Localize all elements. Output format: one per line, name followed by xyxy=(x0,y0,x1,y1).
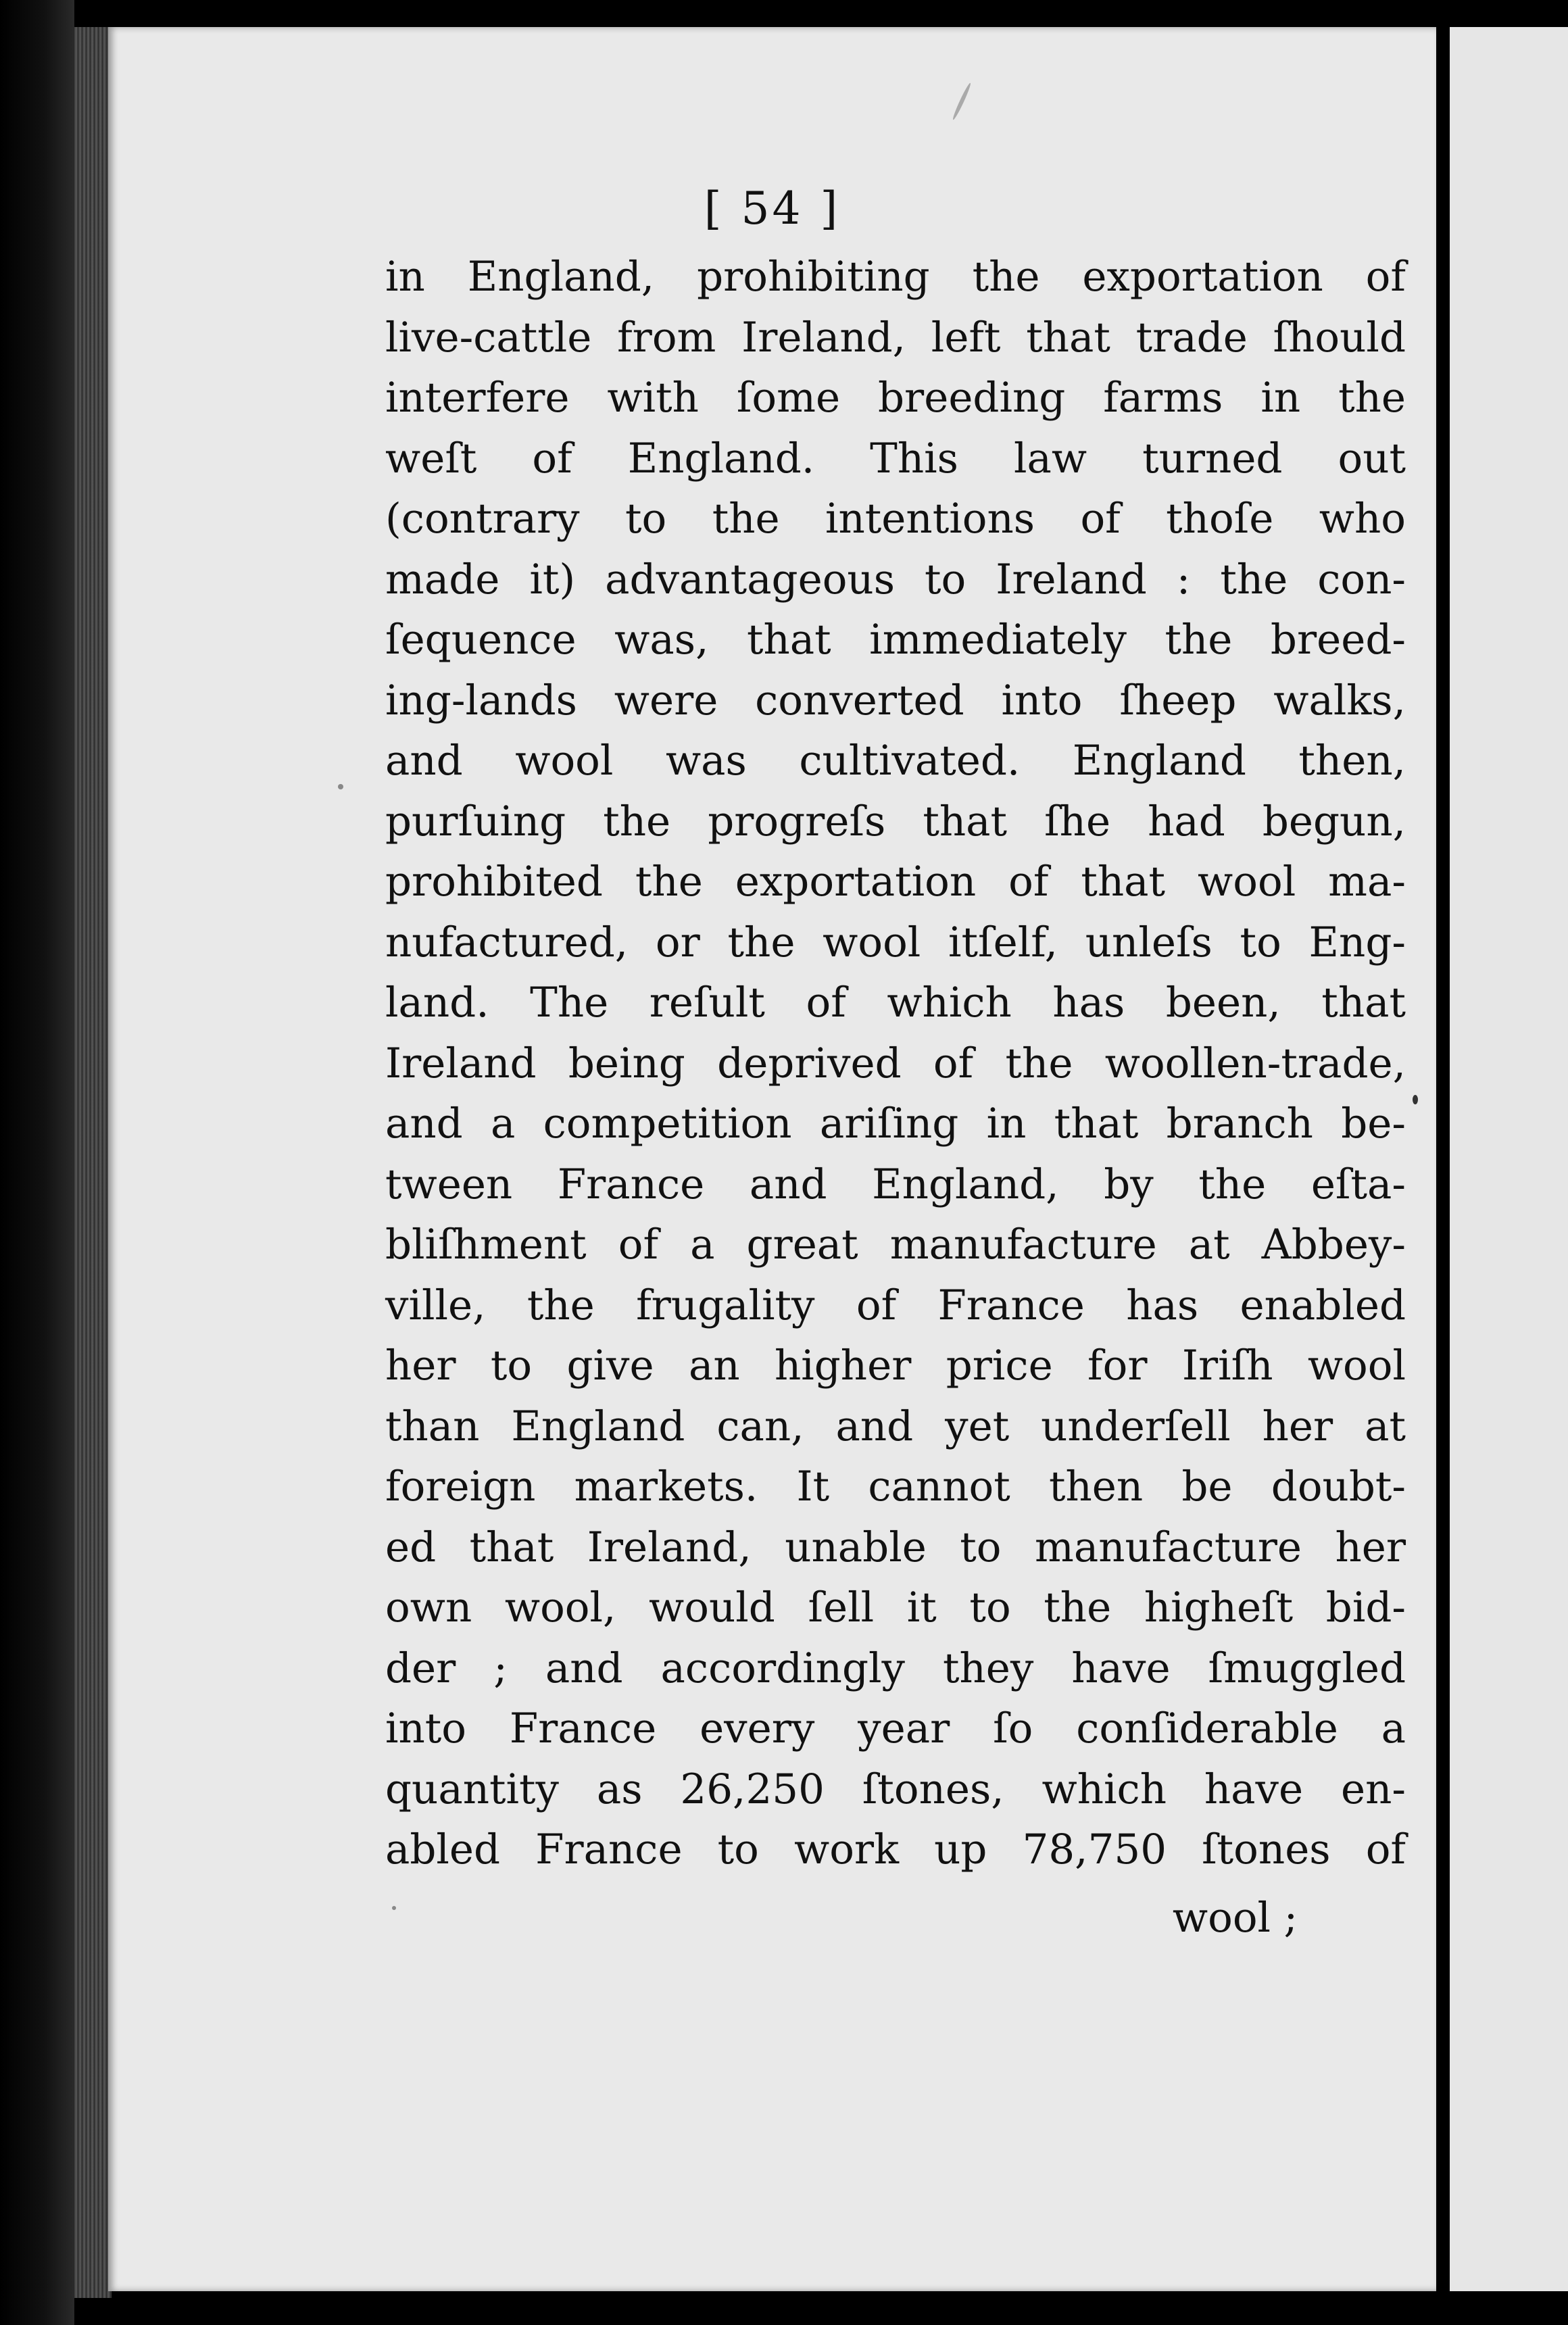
text-line: der ; and accordingly they have ſmuggled xyxy=(385,1644,1406,1692)
text-line: bliſhment of a great manufacture at Abbey- xyxy=(385,1221,1406,1269)
text-line: foreign markets. It cannot then be doubt- xyxy=(385,1463,1406,1511)
text-line: ed that Ireland, unable to manufacture her xyxy=(385,1523,1406,1571)
text-line: made it) advantageous to Ireland : the con- xyxy=(385,555,1406,604)
text-line: purſuing the progreſs that ſhe had begun, xyxy=(385,797,1406,846)
text-line: ville, the frugality of France has enabled xyxy=(385,1281,1406,1329)
text-line: ing-lands were converted into ſheep walks, xyxy=(385,676,1406,725)
text-line: quantity as 26,250 ſtones, which have en- xyxy=(385,1765,1406,1813)
text-line: than England can, and yet underſell her at xyxy=(385,1402,1406,1450)
text-line: land. The reſult of which has been, that xyxy=(385,979,1406,1027)
gutter xyxy=(1436,0,1450,2325)
text-line: live-cattle from Ireland, left that trade ſhould xyxy=(385,313,1406,362)
text-line: into France every year ſo conſiderable a xyxy=(385,1705,1406,1753)
text-line: Ireland being deprived of the woollen-trade, xyxy=(385,1039,1406,1087)
binding-shadow xyxy=(0,0,74,2325)
text-line: prohibited the exportation of that wool ma- xyxy=(385,858,1406,906)
scan-artifact xyxy=(952,82,973,121)
text-line: and wool was cultivated. England then, xyxy=(385,737,1406,785)
scan-artifact xyxy=(392,1906,396,1910)
text-line: and a competition ariſing in that branch be- xyxy=(385,1100,1406,1148)
text-line: abled France to work up 78,750 ſtones of xyxy=(385,1826,1406,1874)
text-line: in England, prohibiting the exportation of xyxy=(385,253,1406,301)
text-line: tween France and England, by the eſta- xyxy=(385,1160,1406,1208)
text-line: own wool, would ſell it to the higheſt bid- xyxy=(385,1584,1406,1632)
scan-artifact xyxy=(1413,1095,1418,1104)
catchword: wool ; xyxy=(1172,1894,1298,1942)
text-line: (contrary to the intentions of thoſe who xyxy=(385,495,1406,543)
book-page xyxy=(108,27,1436,2291)
page-number: [ 54 ] xyxy=(704,182,841,235)
page-edges xyxy=(74,27,112,2298)
text-line: nufactured, or the wool itſelf, unleſs to Eng- xyxy=(385,918,1406,966)
body-text xyxy=(385,247,1406,1880)
text-line: her to give an higher price for Iriſh wool xyxy=(385,1342,1406,1390)
text-line: weſt of England. This law turned out xyxy=(385,434,1406,483)
facing-page-edge xyxy=(1450,27,1568,2291)
text-line: interfere with ſome breeding farms in the xyxy=(385,374,1406,422)
scan-artifact xyxy=(338,784,343,789)
text-line: ſequence was, that immediately the breed- xyxy=(385,616,1406,664)
